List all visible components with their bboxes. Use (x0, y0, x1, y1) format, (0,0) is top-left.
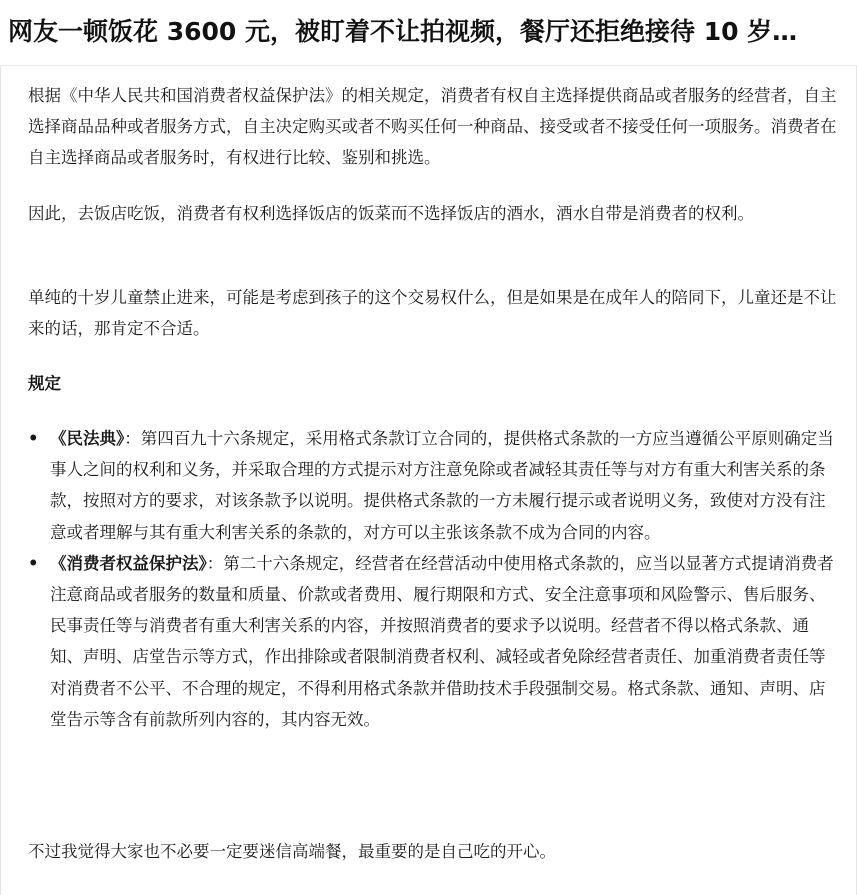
bullet-marker: • (28, 429, 39, 448)
list-item (28, 548, 840, 735)
paragraph-conclusion: 不过我觉得大家也不必要一定要迷信高端餐，最重要的是自己吃的开心。 (28, 842, 556, 861)
law-name-consumer-protection: 《消费者权益保护法》 (50, 553, 207, 573)
article-body (0, 66, 857, 895)
paragraph-bring-own-drinks: 因此，去饭店吃饭，消费者有权利选择饭店的饭菜而不选择饭店的酒水，酒水自带是消费者的权利。 (28, 204, 754, 223)
page-title: 网友一顿饭花 3600 元，被盯着不让拍视频，餐厅还拒绝接待 10 岁… (8, 17, 798, 46)
title-bar (0, 0, 857, 66)
paragraph-consumer-rights: 根据《中华人民共和国消费者权益保护法》的相关规定，消费者有权自主选择提供商品或者服务的经营者，自主选择商品品种或者服务方式，自主决定购买或者不购买任何一种商品、接受或者不接受任何一项服务。消费者在自主选择商品或者服务时，有权进行比较、鉴别和挑选。 (28, 86, 837, 167)
law-name-civil-code: 《民法典》 (50, 429, 125, 448)
law-text: ：第二十六条规定，经营者在经营活动中使用格式条款的，应当以显著方式提请消费者注意商品或者服务的数量和质量、价款或者费用、履行期限和方式、安全注意事项和风险警示、售后服务、民事责任等与消费者有重大利害关系的内容，并按照消费者的要求予以说明。经营者不得以格式条款、通知、声明、店堂告示等方式，作出排除或者限制消费者权利、减轻或者免除经营者责任、加重消费者责任等对消费者不公平、不合理的规定，不得利用格式条款并借助技术手段强制交易。格式条款、通知、声明、店堂告示等含有前款所列内容的，其内容无效。 (50, 553, 834, 729)
regulation-list (28, 423, 840, 735)
bullet-marker: • (28, 553, 39, 573)
section-heading: 规定 (28, 374, 61, 393)
law-text: ：第四百九十六条规定，采用格式条款订立合同的，提供格式条款的一方应当遵循公平原则确定当事人之间的权利和义务，并采取合理的方式提示对方注意免除或者减轻其责任等与对方有重大利害关系的条款，按照对方的要求，对该条款予以说明。提供格式条款的一方未履行提示或者说明义务，致使对方没有注意或者理解与其有重大利害关系的条款的，对方可以主张该条款不成为合同的内容。 (50, 429, 834, 542)
paragraph-child-ban: 单纯的十岁儿童禁止进来，可能是考虑到孩子的这个交易权什么，但是如果是在成年人的陪同下，儿童还是不让来的话，那肯定不合适。 (28, 288, 837, 338)
list-item (28, 423, 840, 548)
